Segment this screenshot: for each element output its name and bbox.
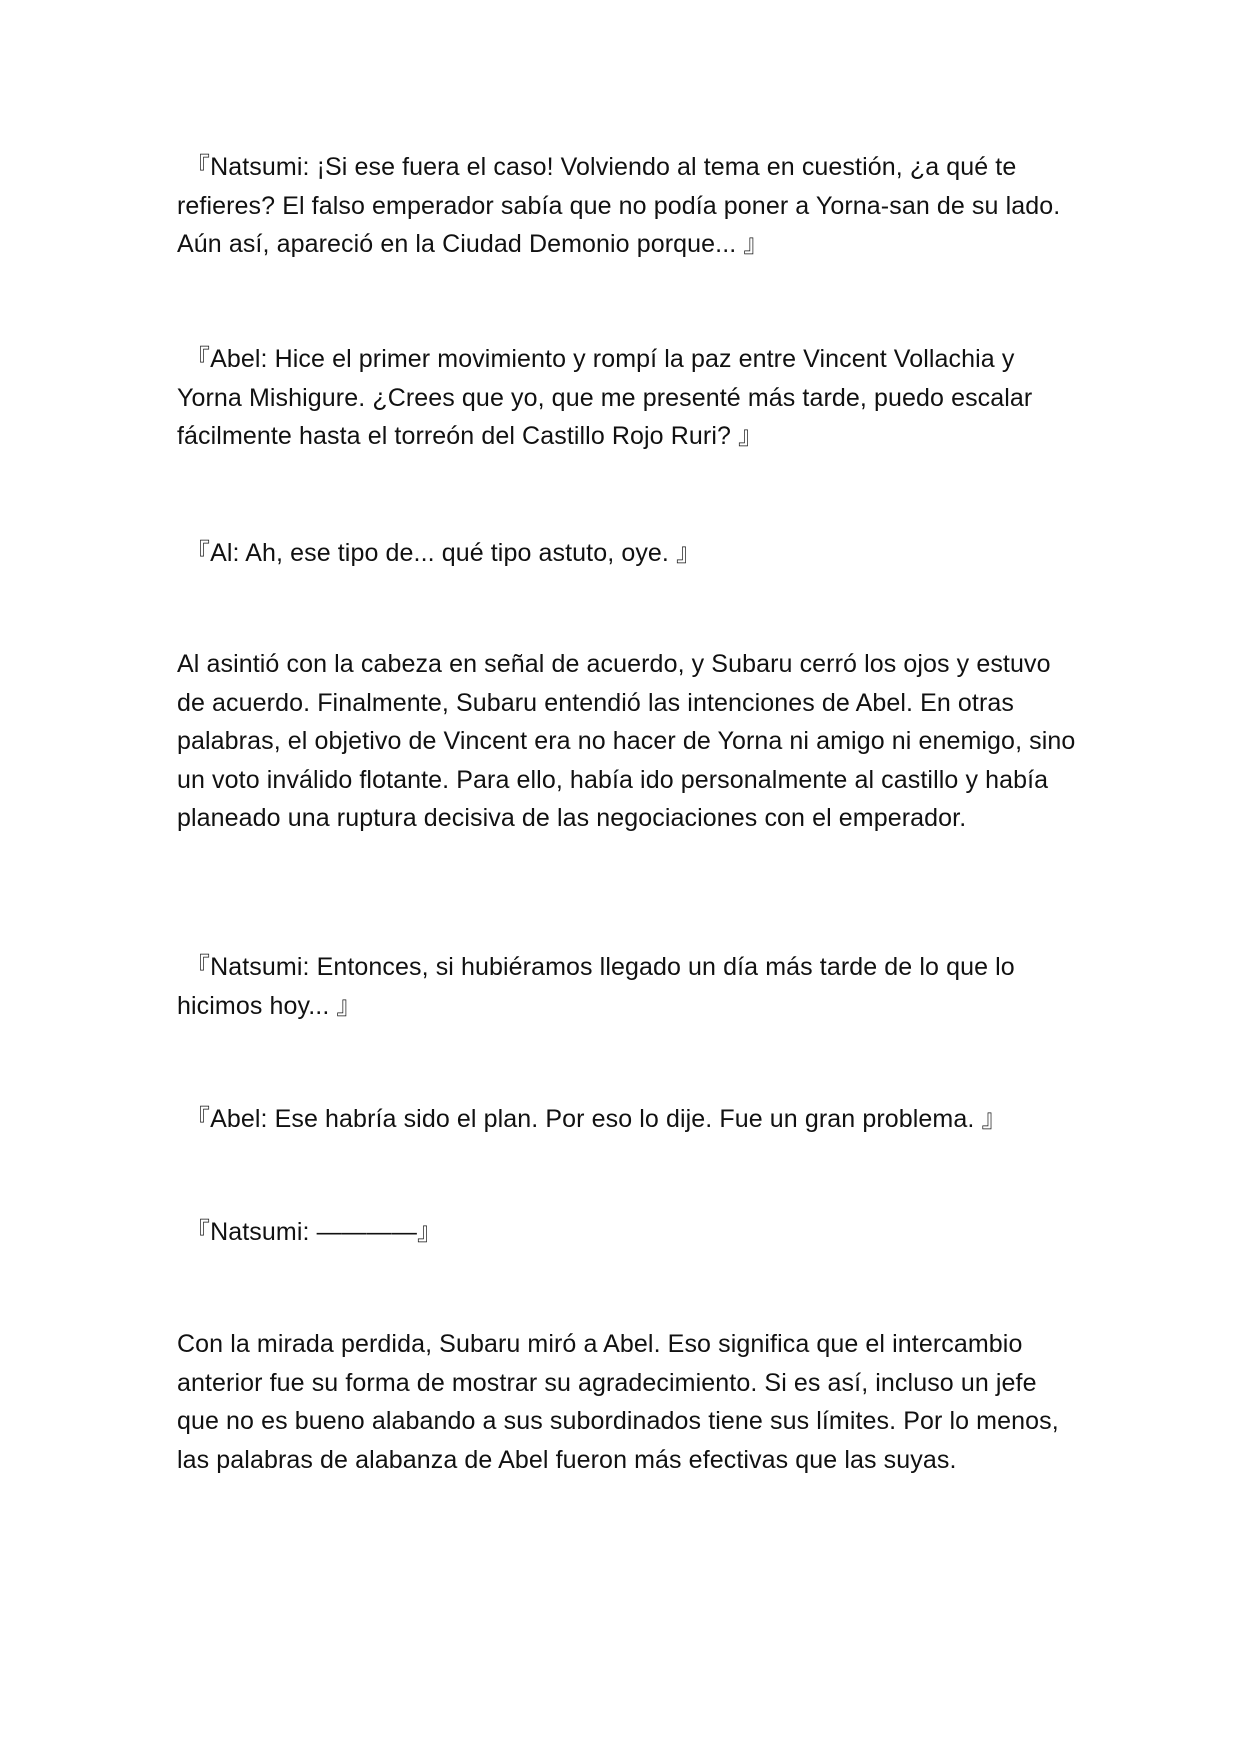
dialogue-paragraph-natsumi-3: 『Natsumi: ————』	[185, 1218, 443, 1246]
dialogue-paragraph-abel-1: 『Abel: Hice el primer movimiento y rompí la paz entre Vincent Vollachia y Yorna Mishigure. ¿Crees que yo, que me presenté más tarde, puedo escalar fácilmente hasta el torreón del Castillo Rojo Ruri? 』	[177, 345, 1033, 450]
narration-paragraph-1: Al asintió con la cabeza en señal de acuerdo, y Subaru cerró los ojos y estuvo de acuerdo. Finalmente, Subaru entendió las intenciones de Abel. En otras palabras, el objetivo de Vincent era no hacer de Yorna ni amigo ni enemigo, sino un voto inválido flotante. Para ello, había ido personalmente al castillo y había planeado una ruptura decisiva de las negociaciones con el emperador.	[177, 650, 1076, 832]
dialogue-paragraph-al: 『Al: Ah, ese tipo de... qué tipo astuto, oye. 』	[185, 539, 702, 567]
dialogue-paragraph-natsumi-1: 『Natsumi: ¡Si ese fuera el caso! Volviendo al tema en cuestión, ¿a qué te refieres? El falso emperador sabía que no podía poner a Yorna-san de su lado. Aún así, apareció en la Ciudad Demonio porque... 』	[177, 153, 1061, 258]
dialogue-paragraph-abel-2: 『Abel: Ese habría sido el plan. Por eso lo dije. Fue un gran problema. 』	[185, 1105, 1007, 1133]
dialogue-paragraph-natsumi-2: 『Natsumi: Entonces, si hubiéramos llegado un día más tarde de lo que lo hicimos hoy... 』	[177, 953, 1015, 1020]
narration-paragraph-2: Con la mirada perdida, Subaru miró a Abel. Eso significa que el intercambio anterior fue su forma de mostrar su agradecimiento. Si es así, incluso un jefe que no es bueno alabando a sus subordinados tiene sus límites. Por lo menos, las palabras de alabanza de Abel fueron más efectivas que las suyas.	[177, 1330, 1059, 1474]
